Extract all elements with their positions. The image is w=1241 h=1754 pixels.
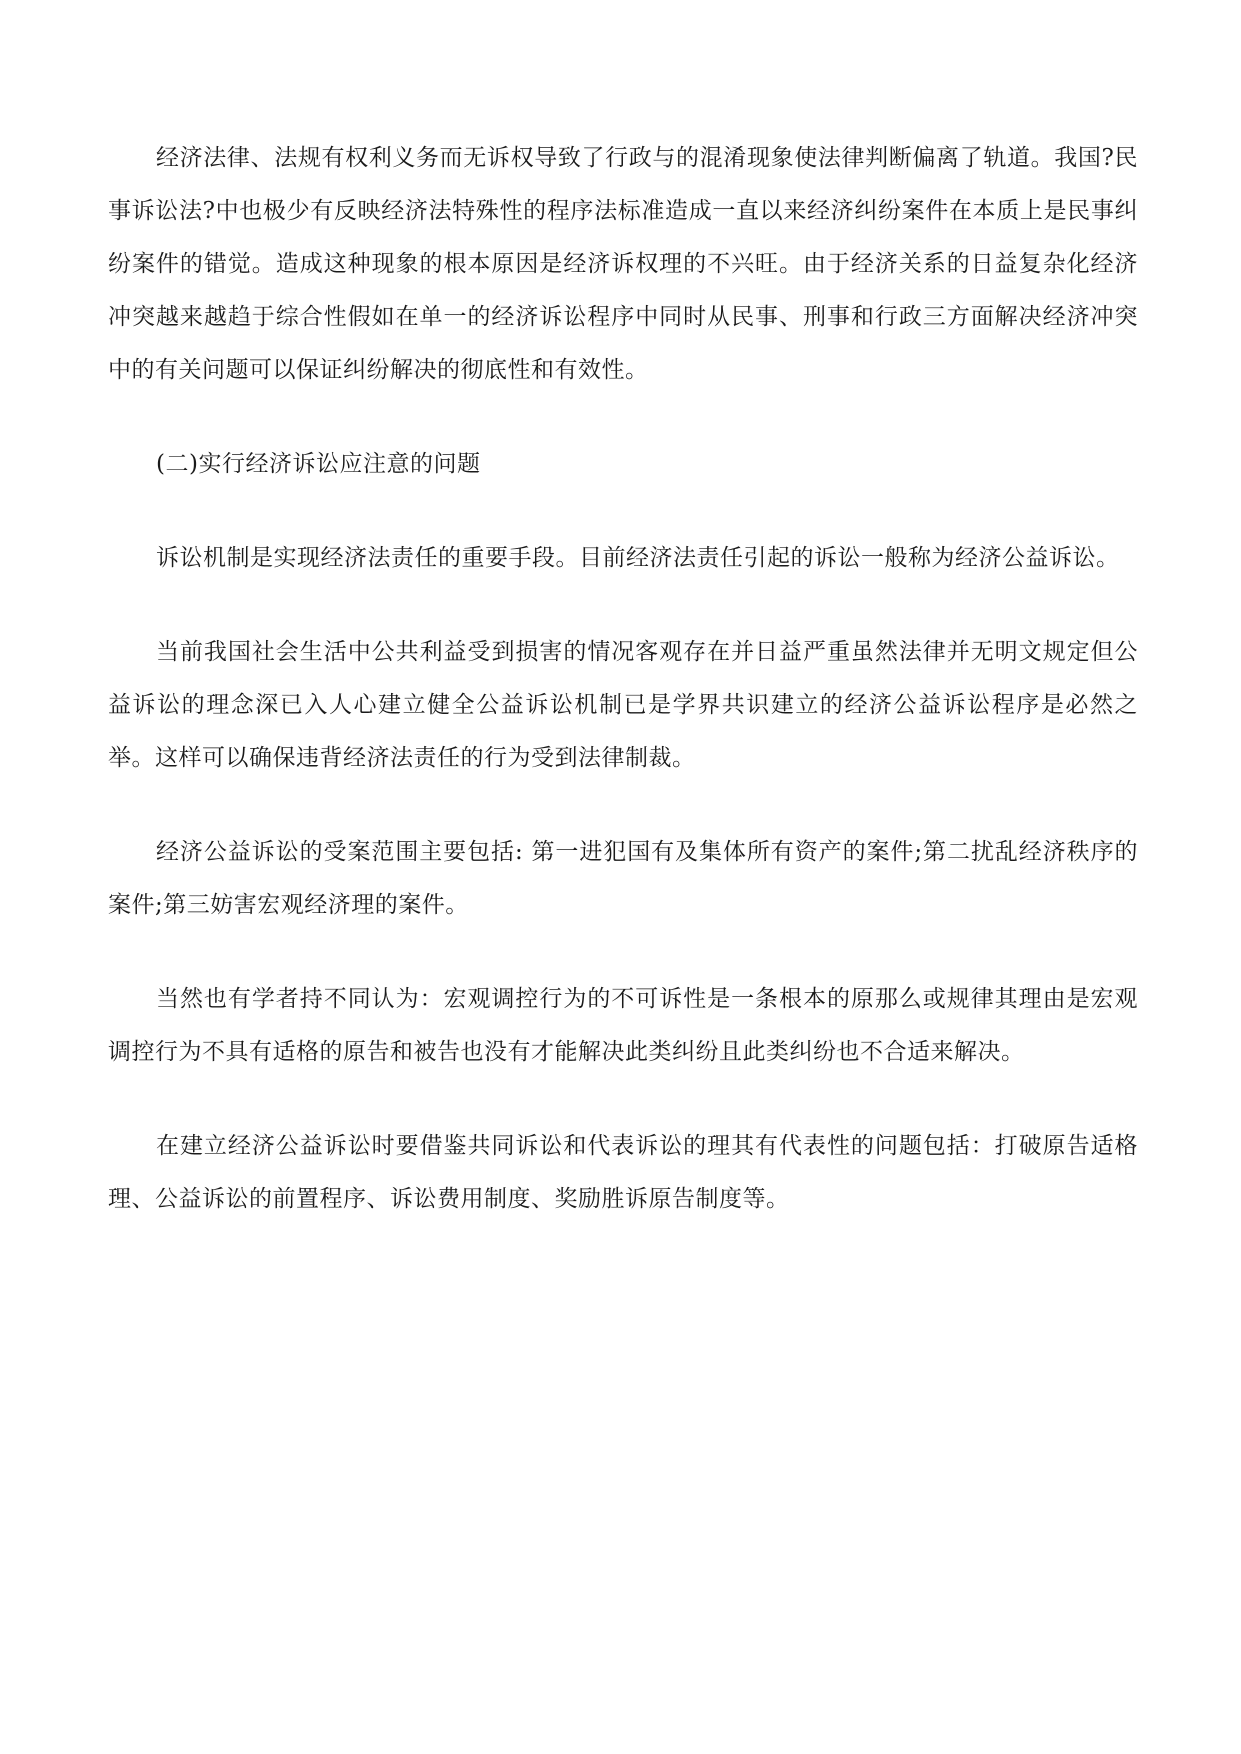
document-body xyxy=(108,132,1138,1267)
paragraph-litigation-mechanism: 诉讼机制是实现经济法责任的重要手段。目前经济法责任引起的诉讼一般称为经济公益诉讼。 xyxy=(156,545,1120,571)
paragraph-economic-law-litigation-rights: 经济法律、法规有权利义务而无诉权导致了行政与的混淆现象使法律判断偏离了轨道。我国?民事诉讼法?中也极少有反映经济法特殊性的程序法标准造成一直以来经济纠纷案件在本质上是民事纠纷案件的错觉。造成这种现象的根本原因是经济诉权理的不兴旺。由于经济关系的日益复杂化经济冲突越来越趋于综合性假如在单一的经济诉讼程序中同时从民事、刑事和行政三方面解决经济冲突中的有关问题可以保证纠纷解决的彻底性和有效性。 xyxy=(108,145,1138,383)
paragraph-scholar-dissent: 当然也有学者持不同认为：宏观调控行为的不可诉性是一条根本的原那么或规律其理由是宏观调控行为不具有适格的原告和被告也没有才能解决此类纠纷且此类纠纷也不合适来解决。 xyxy=(108,986,1138,1065)
section-heading: (二)实行经济诉讼应注意的问题 xyxy=(156,451,481,477)
paragraph-case-scope: 经济公益诉讼的受案范围主要包括: 第一进犯国有及集体所有资产的案件;第二扰乱经济秩序的案件;第三妨害宏观经济理的案件。 xyxy=(108,839,1138,918)
paragraph-establishing-litigation: 在建立经济公益诉讼时要借鉴共同诉讼和代表诉讼的理其有代表性的问题包括：打破原告适格理、公益诉讼的前置程序、诉讼费用制度、奖励胜诉原告制度等。 xyxy=(108,1133,1138,1212)
paragraph-public-interest-damage: 当前我国社会生活中公共利益受到损害的情况客观存在并日益严重虽然法律并无明文规定但公益诉讼的理念深已入人心建立健全公益诉讼机制已是学界共识建立的经济公益诉讼程序是必然之举。这样可以确保违背经济法责任的行为受到法律制裁。 xyxy=(108,639,1138,771)
